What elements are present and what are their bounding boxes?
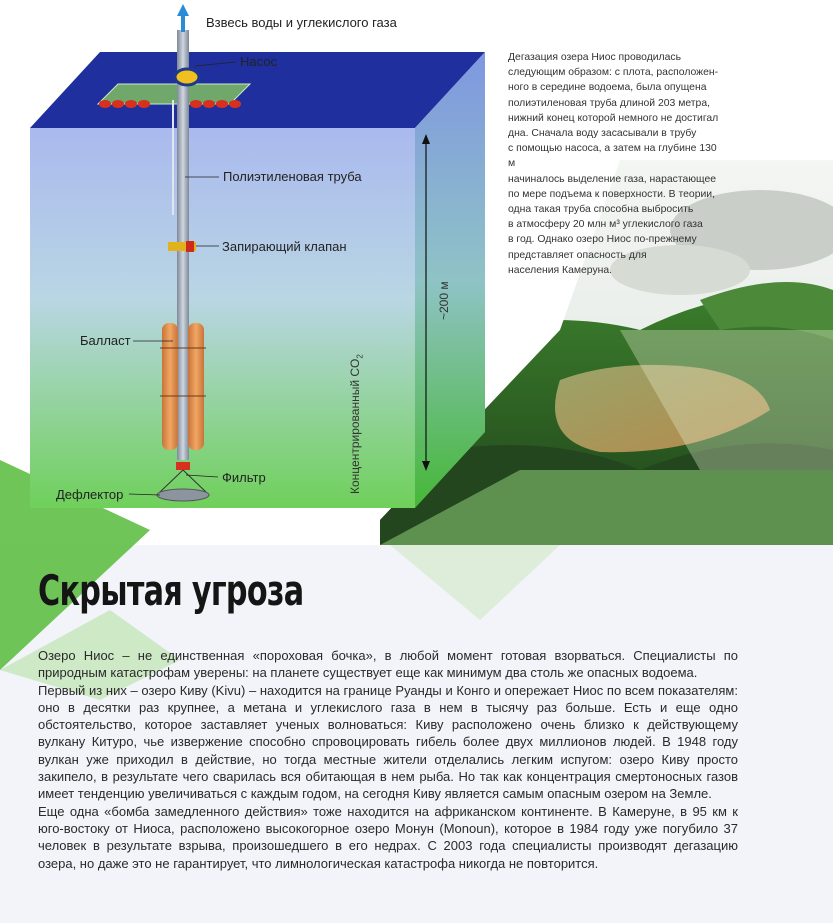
label-ballast: Балласт: [80, 333, 131, 348]
article-body: [38, 647, 738, 872]
label-pump: Насос: [240, 54, 277, 69]
pump: [175, 69, 199, 85]
label-output: Взвесь воды и углекислого газа: [206, 15, 397, 30]
degassing-diagram: [0, 0, 500, 520]
label-co2-zone: Концентрированный $CO_2$: [348, 354, 365, 494]
filter: [176, 462, 190, 470]
description-line: в атмосферу 20 млн м³ углекислого газа: [508, 219, 703, 231]
degassing-description: [508, 50, 720, 278]
deflector: [157, 489, 209, 501]
article-title: Скрытая угроза: [38, 566, 304, 615]
article-paragraph: Еще одна «бомба замедленного действия» тоже находится на африканском континенте. В Камеруне, в 95 км к юго-востоку от Ниоса, расположено высокогорное озеро Монун (Monoun), которое в 1984 году уже погубило 37 человек в результате взрыва, произошедшего в его недрах. С 2003 года специалисты производят дегазацию озера, но даже это не гарантирует, что лимнологическая катастрофа никогда не повторится.: [38, 803, 738, 871]
description-line: начиналось выделение газа, нарастающее: [508, 173, 717, 185]
description-line: одна такая труба способна выбросить: [508, 204, 694, 216]
description-line: Дегазация озера Ниос проводилась: [508, 52, 682, 63]
article-paragraph: Первый из них – озеро Киву (Kivu) – находится на границе Руанды и Конго и опережает Ниос по всем показателям: оно в десятки раз крупнее, а метана и углекислого газа в нем в тысячу раз больше. Есть и еще одно обстоятельство, которое заставляет ученых волноваться: Киву расположено очень близко к действующему вулкану Китуро, чье извержение способно спровоцировать гибель более двух миллионов людей. В 1948 году вулкан уже приходил в действие, но тогда местные жители отделались легким испугом: озеро Киву просто закипело, в результате чего сварилась вся обитающая в нем рыба. Но так как концентрация смертоносных газов имеет тенденцию увеличиваться с каждым годом, на сегодня Киву является самым опасным озером на Земле.: [38, 682, 738, 802]
label-pipe: Полиэтиленовая труба: [223, 169, 362, 184]
description-line: населения Камеруна.: [508, 264, 613, 276]
article-paragraph: Озеро Ниос – не единственная «пороховая бочка», в любой момент готовая взорваться. Специалисты по природным катастрофам уверены: на планете существует еще как минимум два столь же опасных водоема.: [38, 648, 738, 681]
label-depth: ~200 м: [437, 281, 451, 320]
description-line: нижний конец которой немного не достигал: [508, 112, 719, 124]
description-line: представляет опасность для: [508, 249, 647, 261]
description-line: ного в середине водоема, была опущена: [508, 82, 707, 94]
description-line: с помощью насоса, а затем на глубине 130 м: [508, 143, 717, 170]
description-line: дна. Сначала воду засасывали в трубу: [508, 128, 697, 140]
label-deflector: Дефлектор: [56, 487, 124, 502]
description-line: в год. Однако озеро Ниос по-прежнему: [508, 234, 697, 246]
description-line: полиэтиленовая труба длиной 203 метра,: [508, 97, 710, 109]
description-line: по мере подъема к поверхности. В теории,: [508, 188, 715, 200]
ballast: [162, 323, 178, 450]
label-valve: Запирающий клапан: [222, 239, 347, 254]
label-filter: Фильтр: [222, 470, 266, 485]
description-line: следующим образом: с плота, расположен-: [508, 67, 719, 79]
